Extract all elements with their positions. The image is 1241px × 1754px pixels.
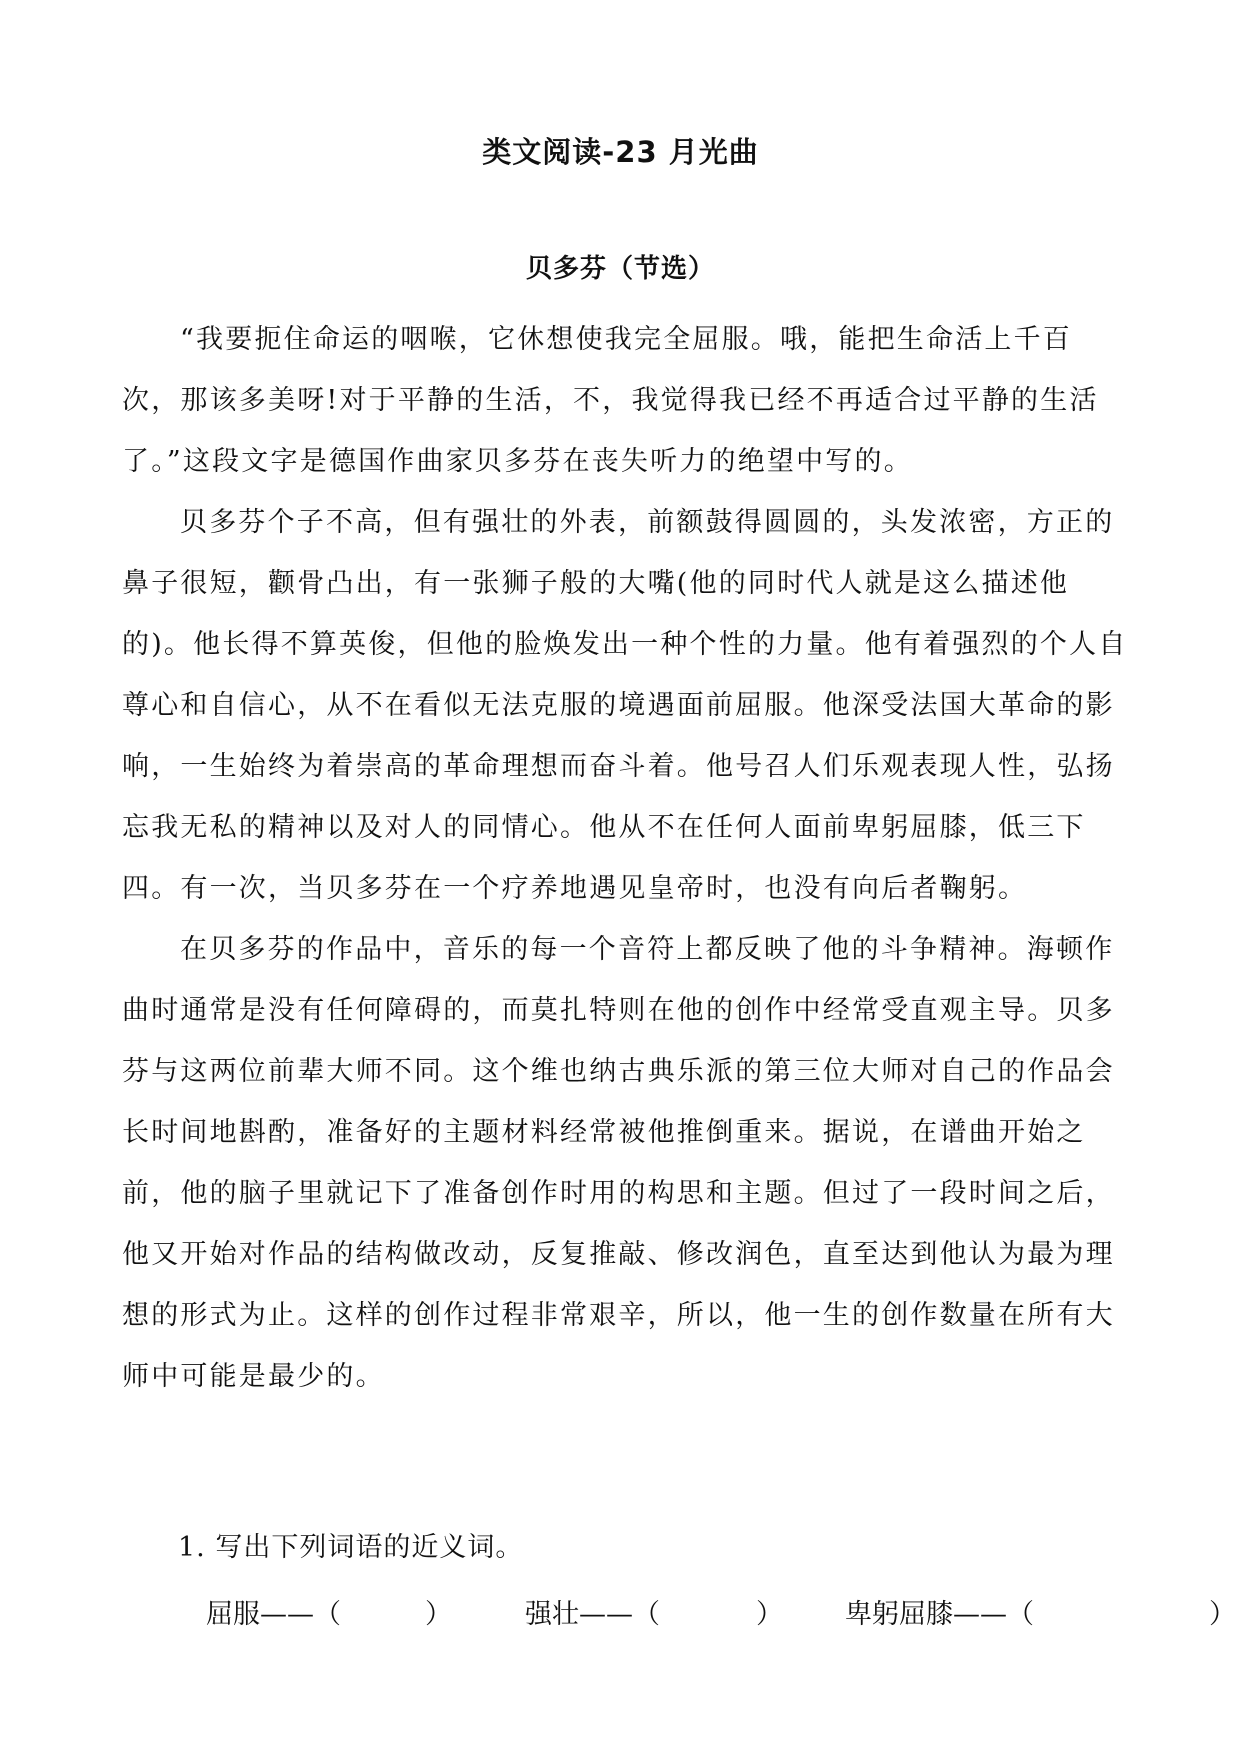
- question-1-prompt: 1. 写出下列词语的近义词。: [178, 1532, 524, 1563]
- paragraph-1: “我要扼住命运的咽喉，它休想使我完全屈服。哦，能把生命活上千百次，那该多美呀!对于平静的生活，不，我觉得我已经不再适合过平静的生活了。”这段文字是德国作曲家贝多芬在丧失听力的绝望中写的。: [122, 324, 1099, 477]
- synonym-word-3: 卑躬屈膝——（: [845, 1599, 1034, 1630]
- synonym-word-1: 屈服——（: [206, 1599, 341, 1630]
- paragraph-3: 在贝多芬的作品中，音乐的每一个音符上都反映了他的斗争精神。海顿作曲时通常是没有任何障碍的，而莫扎特则在他的创作中经常受直观主导。贝多芬与这两位前辈大师不同。这个维也纳古典乐派的第三位大师对自己的作品会长时间地斟酌，准备好的主题材料经常被他推倒重来。据说，在谱曲开始之前，他的脑子里就记下了准备创作时用的构思和主题。但过了一段时间之后，他又开始对作品的结构做改动，反复推敲、修改润色，直至达到他认为最为理想的形式为止。这样的创作过程非常艰辛，所以，他一生的创作数量在所有大师中可能是最少的。: [122, 934, 1115, 1392]
- document-title: 类文阅读-23 月光曲: [482, 135, 759, 169]
- passage-body: [122, 309, 1130, 1407]
- synonym-item-3: [845, 1592, 1236, 1631]
- synonym-item-1: [206, 1592, 452, 1631]
- blank-close-3: ）: [1209, 1599, 1236, 1630]
- synonym-word-2: 强壮——（: [525, 1599, 660, 1630]
- blank-close-1: ）: [425, 1599, 452, 1630]
- passage-title: 贝多芬（节选）: [525, 254, 715, 284]
- synonym-item-2: [525, 1592, 783, 1631]
- paragraph-2: 贝多芬个子不高，但有强壮的外表，前额鼓得圆圆的，头发浓密，方正的鼻子很短，颧骨凸出，有一张狮子般的大嘴(他的同时代人就是这么描述他的)。他长得不算英俊，但他的脸焕发出一种个性的力量。他有着强烈的个人自尊心和自信心，从不在看似无法克服的境遇面前屈服。他深受法国大革命的影响，一生始终为着崇高的革命理想而奋斗着。他号召人们乐观表现人性，弘扬忘我无私的精神以及对人的同情心。他从不在任何人面前卑躬屈膝，低三下四。有一次，当贝多芬在一个疗养地遇见皇帝时，也没有向后者鞠躬。: [122, 507, 1128, 904]
- blank-close-2: ）: [756, 1599, 783, 1630]
